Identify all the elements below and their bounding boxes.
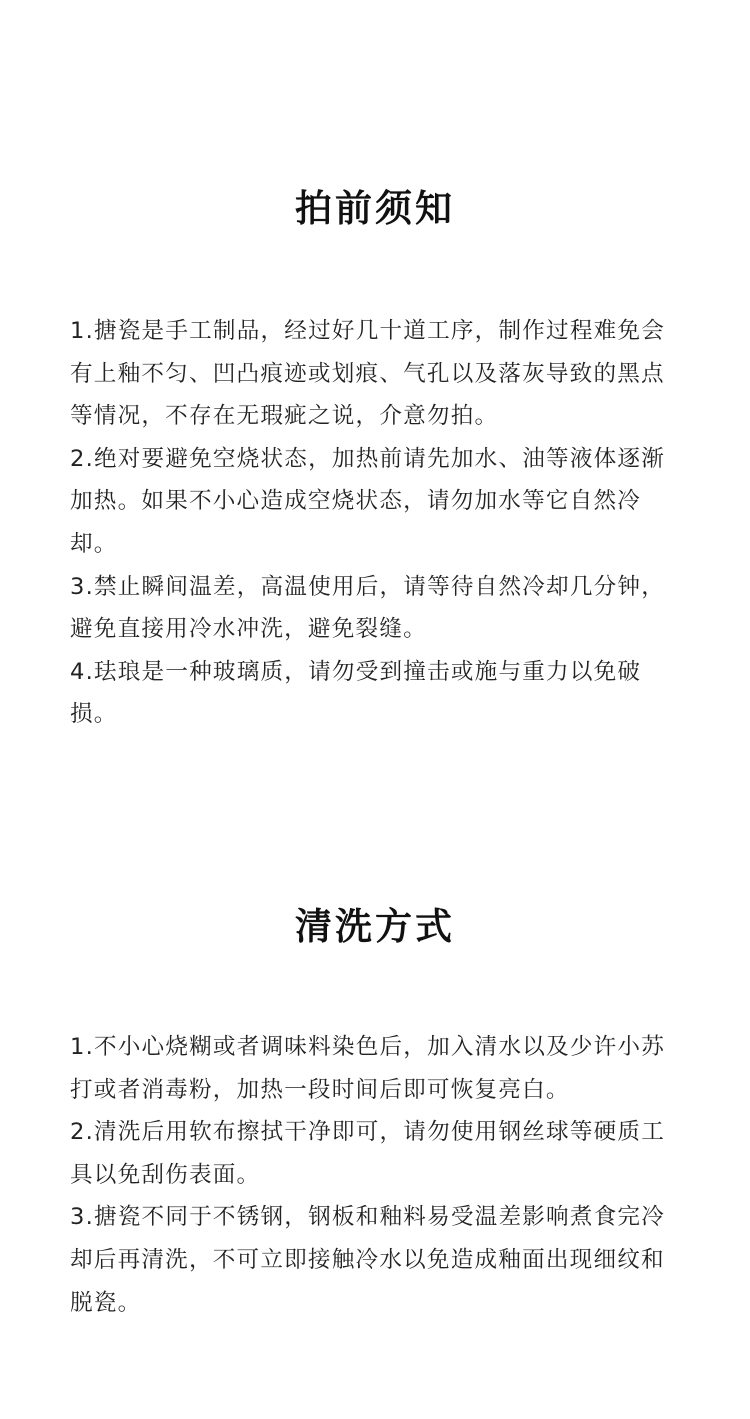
note-item: 1.不小心烧糊或者调味料染色后，加入清水以及少许小苏打或者消毒粉，加热一段时间后即可恢复亮白。 [70,1034,666,1103]
note-item: 3.搪瓷不同于不锈钢，钢板和釉料易受温差影响煮食完冷却后再清洗，不可立即接触冷水以免造成釉面出现细纹和脱瓷。 [70,1204,666,1316]
note-item: 2.绝对要避免空烧状态，加热前请先加水、油等液体逐渐加热。如果不小心造成空烧状态，请勿加水等它自然冷却。 [70,445,666,557]
note-item: 1.搪瓷是手工制品，经过好几十道工序，制作过程难免会有上釉不匀、凹凸痕迹或划痕、气孔以及落灰导致的黑点等情况，不存在无瑕疵之说，介意勿拍。 [70,318,666,430]
note-item: 3.禁止瞬间温差，高温使用后，请等待自然冷却几分钟，避免直接用冷水冲洗，避免裂缝。 [70,573,666,643]
note-item: 4.珐琅是一种玻璃质，请勿受到撞击或施与重力以免破损。 [70,658,642,728]
note-item: 2.清洗后用软布擦拭干净即可，请勿使用钢丝球等硬质工具以免刮伤表面。 [70,1119,666,1188]
pre-purchase-notes-list [70,310,682,736]
section-title-cleaning-method: 清洗方式 [295,905,455,948]
section-title-pre-purchase-notes: 拍前须知 [295,187,455,230]
cleaning-method-list [70,1026,682,1324]
